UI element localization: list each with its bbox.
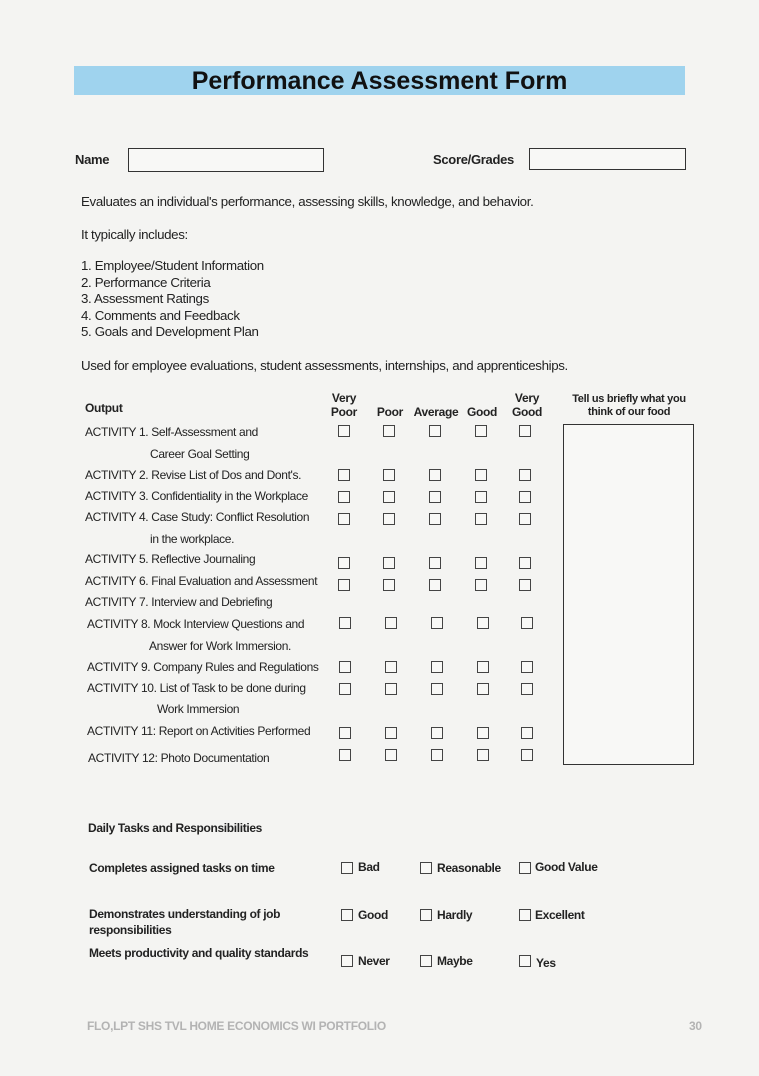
rating-checkbox[interactable] bbox=[429, 491, 441, 503]
rating-checkbox[interactable] bbox=[519, 469, 531, 481]
rating-checkbox[interactable] bbox=[385, 683, 397, 695]
rating-checkbox[interactable] bbox=[429, 557, 441, 569]
rating-checkbox[interactable] bbox=[477, 727, 489, 739]
daily-option-checkbox[interactable] bbox=[519, 955, 531, 967]
rating-checkbox[interactable] bbox=[338, 425, 350, 437]
rating-checkbox[interactable] bbox=[339, 683, 351, 695]
daily-option-label: Reasonable bbox=[437, 861, 501, 875]
daily-heading: Daily Tasks and Responsibilities bbox=[88, 821, 262, 835]
includes-list bbox=[81, 258, 264, 341]
column-header-very-poor: Very Poor bbox=[330, 391, 358, 419]
daily-option-checkbox[interactable] bbox=[420, 955, 432, 967]
rating-checkbox[interactable] bbox=[338, 557, 350, 569]
daily-option-label: Never bbox=[358, 954, 390, 968]
daily-option-checkbox[interactable] bbox=[519, 909, 531, 921]
daily-row-2-label: Demonstrates understanding of job bbox=[89, 907, 281, 921]
rating-checkbox[interactable] bbox=[475, 425, 487, 437]
form-title: Performance Assessment Form bbox=[74, 66, 685, 95]
rating-checkbox[interactable] bbox=[521, 749, 533, 761]
daily-option-label: Bad bbox=[358, 860, 380, 874]
rating-checkbox[interactable] bbox=[339, 661, 351, 673]
rating-checkbox[interactable] bbox=[383, 513, 395, 525]
rating-checkbox[interactable] bbox=[429, 513, 441, 525]
rating-checkbox[interactable] bbox=[339, 727, 351, 739]
column-header-very-good: Very Good bbox=[511, 391, 543, 419]
daily-option-label: Good bbox=[358, 908, 388, 922]
daily-option-checkbox[interactable] bbox=[519, 862, 531, 874]
daily-option-checkbox[interactable] bbox=[420, 862, 432, 874]
rating-checkbox[interactable] bbox=[338, 491, 350, 503]
rating-checkbox[interactable] bbox=[521, 661, 533, 673]
rating-checkbox[interactable] bbox=[383, 469, 395, 481]
rating-checkbox[interactable] bbox=[475, 579, 487, 591]
column-header-good: Good bbox=[466, 405, 498, 419]
includes-heading: It typically includes: bbox=[81, 227, 188, 242]
rating-checkbox[interactable] bbox=[339, 617, 351, 629]
rating-checkbox[interactable] bbox=[431, 727, 443, 739]
daily-option-checkbox[interactable] bbox=[341, 955, 353, 967]
activity-9-label: ACTIVITY 9. Company Rules and Regulations bbox=[87, 660, 319, 674]
rating-checkbox[interactable] bbox=[385, 727, 397, 739]
list-item: 3. Assessment Ratings bbox=[81, 291, 209, 306]
rating-checkbox[interactable] bbox=[383, 425, 395, 437]
activity-2-label: ACTIVITY 2. Revise List of Dos and Dont's. bbox=[85, 468, 302, 482]
rating-checkbox[interactable] bbox=[431, 617, 443, 629]
rating-checkbox[interactable] bbox=[519, 425, 531, 437]
activity-8-label-cont: Answer for Work Immersion. bbox=[149, 639, 292, 653]
score-label: Score/Grades bbox=[433, 152, 514, 167]
activity-11-label: ACTIVITY 11: Report on Activities Performed bbox=[87, 724, 311, 738]
comment-header: Tell us briefly what you think of our food bbox=[572, 393, 686, 418]
rating-checkbox[interactable] bbox=[338, 579, 350, 591]
name-label: Name bbox=[75, 152, 110, 167]
daily-option-checkbox[interactable] bbox=[420, 909, 432, 921]
rating-checkbox[interactable] bbox=[339, 749, 351, 761]
rating-checkbox[interactable] bbox=[429, 579, 441, 591]
rating-checkbox[interactable] bbox=[519, 579, 531, 591]
rating-checkbox[interactable] bbox=[429, 469, 441, 481]
daily-option-label: Maybe bbox=[437, 954, 473, 968]
activity-12-label: ACTIVITY 12: Photo Documentation bbox=[88, 751, 270, 765]
list-item: 4. Comments and Feedback bbox=[81, 307, 240, 323]
rating-checkbox[interactable] bbox=[521, 617, 533, 629]
rating-checkbox[interactable] bbox=[477, 617, 489, 629]
activity-4-label: ACTIVITY 4. Case Study: Conflict Resolution bbox=[85, 510, 310, 524]
rating-checkbox[interactable] bbox=[431, 661, 443, 673]
rating-checkbox[interactable] bbox=[519, 513, 531, 525]
rating-checkbox[interactable] bbox=[338, 513, 350, 525]
rating-checkbox[interactable] bbox=[431, 683, 443, 695]
usage-text: Used for employee evaluations, student assessments, internships, and apprenticeships. bbox=[81, 358, 568, 373]
rating-checkbox[interactable] bbox=[519, 557, 531, 569]
output-header: Output bbox=[85, 401, 123, 415]
rating-checkbox[interactable] bbox=[383, 491, 395, 503]
list-item: 2. Performance Criteria bbox=[81, 274, 211, 290]
daily-option-checkbox[interactable] bbox=[341, 909, 353, 921]
rating-checkbox[interactable] bbox=[475, 557, 487, 569]
activity-10-label-cont: Work Immersion bbox=[157, 702, 240, 716]
rating-checkbox[interactable] bbox=[385, 617, 397, 629]
list-item: 1. Employee/Student Information bbox=[81, 258, 264, 273]
daily-option-label: Excellent bbox=[535, 908, 585, 922]
rating-checkbox[interactable] bbox=[477, 661, 489, 673]
activity-5-label: ACTIVITY 5. Reflective Journaling bbox=[85, 552, 256, 566]
comment-textarea[interactable] bbox=[563, 424, 694, 765]
description-text: Evaluates an individual's performance, assessing skills, knowledge, and behavior. bbox=[81, 194, 534, 209]
rating-checkbox[interactable] bbox=[475, 469, 487, 481]
activity-7-label: ACTIVITY 7. Interview and Debriefing bbox=[85, 595, 273, 609]
rating-checkbox[interactable] bbox=[477, 749, 489, 761]
name-input[interactable] bbox=[128, 148, 324, 172]
activity-1-label: ACTIVITY 1. Self-Assessment and bbox=[85, 425, 258, 439]
activity-4-label-cont: in the workplace. bbox=[150, 532, 235, 546]
activity-3-label: ACTIVITY 3. Confidentiality in the Workplace bbox=[85, 489, 308, 503]
rating-checkbox[interactable] bbox=[385, 661, 397, 673]
daily-option-label: Hardly bbox=[437, 908, 473, 922]
rating-checkbox[interactable] bbox=[477, 683, 489, 695]
page-number: 30 bbox=[689, 1019, 702, 1033]
activity-10-label: ACTIVITY 10. List of Task to be done during bbox=[87, 681, 306, 695]
rating-checkbox[interactable] bbox=[521, 683, 533, 695]
daily-row-3-label: Meets productivity and quality standards bbox=[89, 946, 309, 960]
rating-checkbox[interactable] bbox=[338, 469, 350, 481]
rating-checkbox[interactable] bbox=[383, 579, 395, 591]
rating-checkbox[interactable] bbox=[521, 727, 533, 739]
rating-checkbox[interactable] bbox=[519, 491, 531, 503]
rating-checkbox[interactable] bbox=[383, 557, 395, 569]
activity-1-label-cont: Career Goal Setting bbox=[150, 447, 250, 461]
daily-row-1-label: Completes assigned tasks on time bbox=[89, 861, 275, 875]
activity-8-label: ACTIVITY 8. Mock Interview Questions and bbox=[87, 617, 305, 631]
daily-option-checkbox[interactable] bbox=[341, 862, 353, 874]
rating-checkbox[interactable] bbox=[475, 513, 487, 525]
daily-option-label: Yes bbox=[536, 956, 556, 970]
score-input[interactable] bbox=[529, 148, 686, 170]
column-header-poor: Poor bbox=[376, 405, 404, 419]
column-header-average: Average bbox=[413, 405, 459, 419]
daily-row-2-label-cont: responsibilities bbox=[89, 923, 172, 937]
rating-checkbox[interactable] bbox=[475, 491, 487, 503]
activity-6-label: ACTIVITY 6. Final Evaluation and Assessment bbox=[85, 574, 318, 588]
daily-option-label: Good Value bbox=[535, 860, 598, 874]
rating-checkbox[interactable] bbox=[429, 425, 441, 437]
rating-checkbox[interactable] bbox=[385, 749, 397, 761]
footer-text: FLO,LPT SHS TVL HOME ECONOMICS WI PORTFOLIO bbox=[87, 1019, 386, 1033]
rating-checkbox[interactable] bbox=[431, 749, 443, 761]
list-item: 5. Goals and Development Plan bbox=[81, 324, 259, 339]
